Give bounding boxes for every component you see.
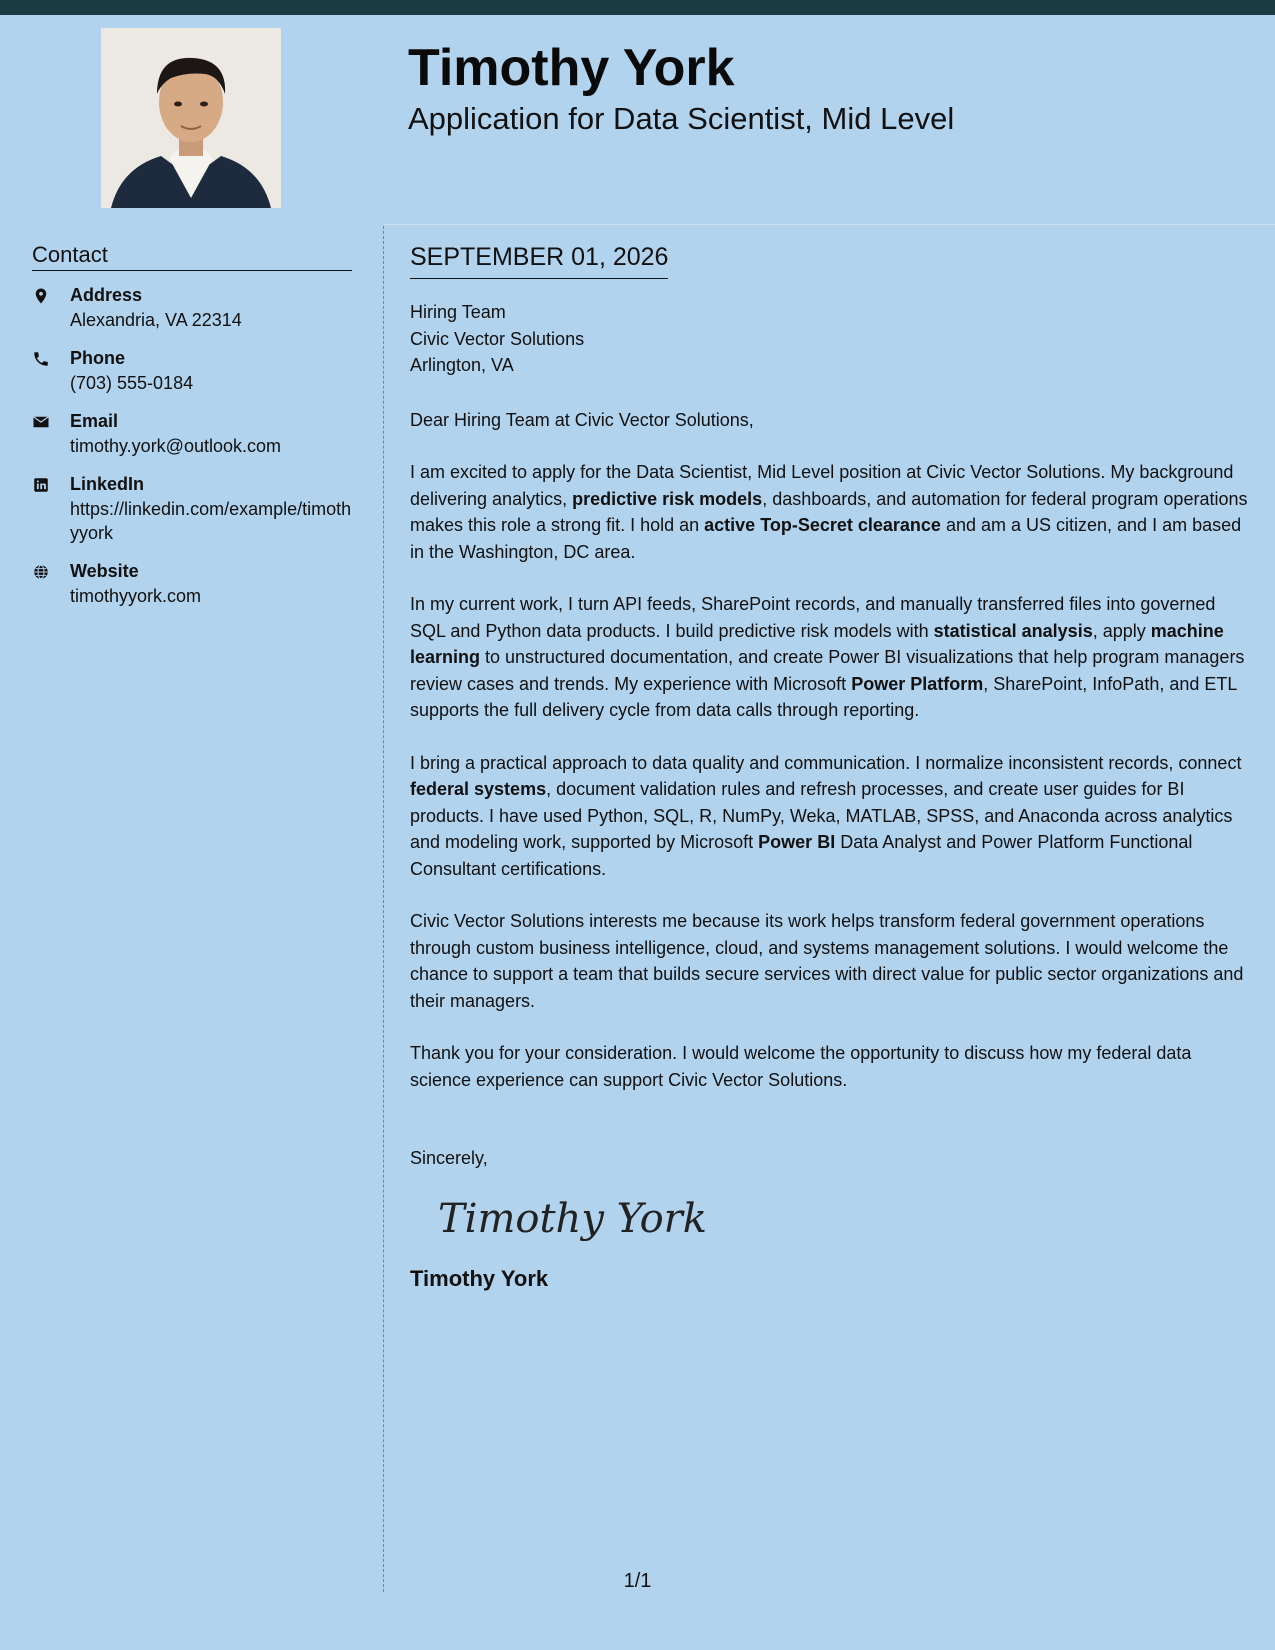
column-divider (383, 226, 384, 1592)
paragraph-text: Thank you for your consideration. I would welcome the opportunity to discuss how my federal data science experience can support Civic Vector Solutions. (410, 1043, 1192, 1090)
paragraph-text: , dashboards, and automation for federal program operations makes this role a strong fit. I hold an (410, 488, 1248, 535)
paragraph-text: Civic Vector Solutions interests me because its work helps transform federal government operations through custom business intelligence, cloud, and systems management solutions. I would welcome the chance to support a team that builds secure services with direct value for public sector organizations and their managers. (410, 911, 1244, 1011)
header-divider (384, 224, 1275, 225)
signature-text: Timothy York (438, 1195, 708, 1242)
salutation: Dear Hiring Team at Civic Vector Solutions, (410, 409, 754, 430)
paragraph-text: I bring a practical approach to data quality and communication. I normalize inconsistent records, connect (410, 752, 1242, 773)
application-subtitle: Application for Data Scientist, Mid Level (408, 101, 955, 136)
contact-list (32, 283, 352, 608)
emphasis-text: predictive risk models (572, 488, 763, 509)
paragraph-text: In my current work, I turn API feeds, SharePoint records, and manually transferred files into governed SQL and Python data products. I build predictive risk models with (410, 594, 1216, 641)
recipient-line: Hiring Team (410, 302, 506, 322)
contact-item-address (32, 283, 352, 332)
recipient-line: Civic Vector Solutions (410, 328, 585, 349)
contact-value: (703) 555-0184 (70, 373, 194, 394)
page-number: 1/1 (623, 1570, 652, 1592)
letter-paragraph (410, 908, 1250, 1014)
contact-item-website (32, 559, 352, 608)
letter-paragraphs (410, 459, 1250, 1093)
contact-label: Website (70, 561, 139, 582)
globe-icon (32, 559, 70, 608)
signed-name: Timothy York (410, 1265, 549, 1291)
paragraph-text: and am a US citizen, and I am based in the Washington, DC area. (410, 515, 1242, 562)
emphasis-text: federal systems (410, 779, 547, 799)
paragraph-text: , document validation rules and refresh processes, and create user guides for BI products. I have used Python, SQL, R, NumPy, Weka, MATLAB, SPSS, and Anaconda across analytics and modeling work, supported by Microsoft (410, 779, 1233, 852)
contact-sidebar (32, 242, 352, 622)
contact-item-linkedin (32, 472, 352, 545)
recipient-block (410, 299, 1250, 379)
contact-item-email (32, 409, 352, 458)
recipient-line: Arlington, VA (410, 355, 514, 375)
emphasis-text: Power BI (758, 832, 836, 852)
email-icon (32, 409, 70, 458)
paragraph-text: , SharePoint, InfoPath, and ETL supports the full delivery cycle from data calls through reporting. (410, 673, 1237, 720)
contact-item-phone (32, 346, 352, 395)
paragraph-text: Data Analyst and Power Platform Functional Consultant certifications. (410, 832, 1193, 879)
phone-icon (32, 346, 70, 395)
applicant-name: Timothy York (408, 39, 735, 97)
map-pin-icon (32, 283, 70, 332)
letter-body (410, 242, 1250, 1293)
paragraph-text: to unstructured documentation, and create Power BI visualizations that help program managers review cases and trends. My experience with Microsoft (410, 647, 1245, 694)
contact-label: Phone (70, 348, 126, 369)
profile-photo (101, 28, 281, 208)
contact-label: Email (70, 411, 119, 432)
emphasis-text: machine learning (410, 620, 1224, 667)
closing: Sincerely, (410, 1148, 488, 1168)
letter-date: SEPTEMBER 01, 2026 (410, 242, 668, 279)
letter-paragraph (410, 1040, 1250, 1093)
letter-paragraph (410, 459, 1250, 565)
paragraph-text: I am excited to apply for the Data Scientist, Mid Level position at Civic Vector Solutions. My background delivering analytics, (410, 462, 1234, 509)
emphasis-text: statistical analysis (933, 620, 1093, 641)
linkedin-link[interactable]: https://linkedin.com/example/timothyyork (70, 499, 352, 544)
signature (434, 1184, 708, 1254)
contact-value: Alexandria, VA 22314 (70, 310, 242, 331)
emphasis-text: active Top-Secret clearance (704, 515, 941, 535)
top-accent-bar (0, 0, 1275, 15)
emphasis-text: Power Platform (851, 673, 984, 694)
contact-heading: Contact (32, 242, 352, 271)
paragraph-text: , apply (1092, 620, 1151, 641)
contact-label: Address (70, 285, 143, 306)
website-link[interactable]: timothyyork.com (70, 586, 202, 607)
letter-paragraph (410, 750, 1250, 883)
letter-paragraph (410, 591, 1250, 724)
linkedin-icon (32, 472, 70, 545)
email-link[interactable]: timothy.york@outlook.com (70, 436, 282, 457)
contact-label: LinkedIn (70, 474, 145, 495)
